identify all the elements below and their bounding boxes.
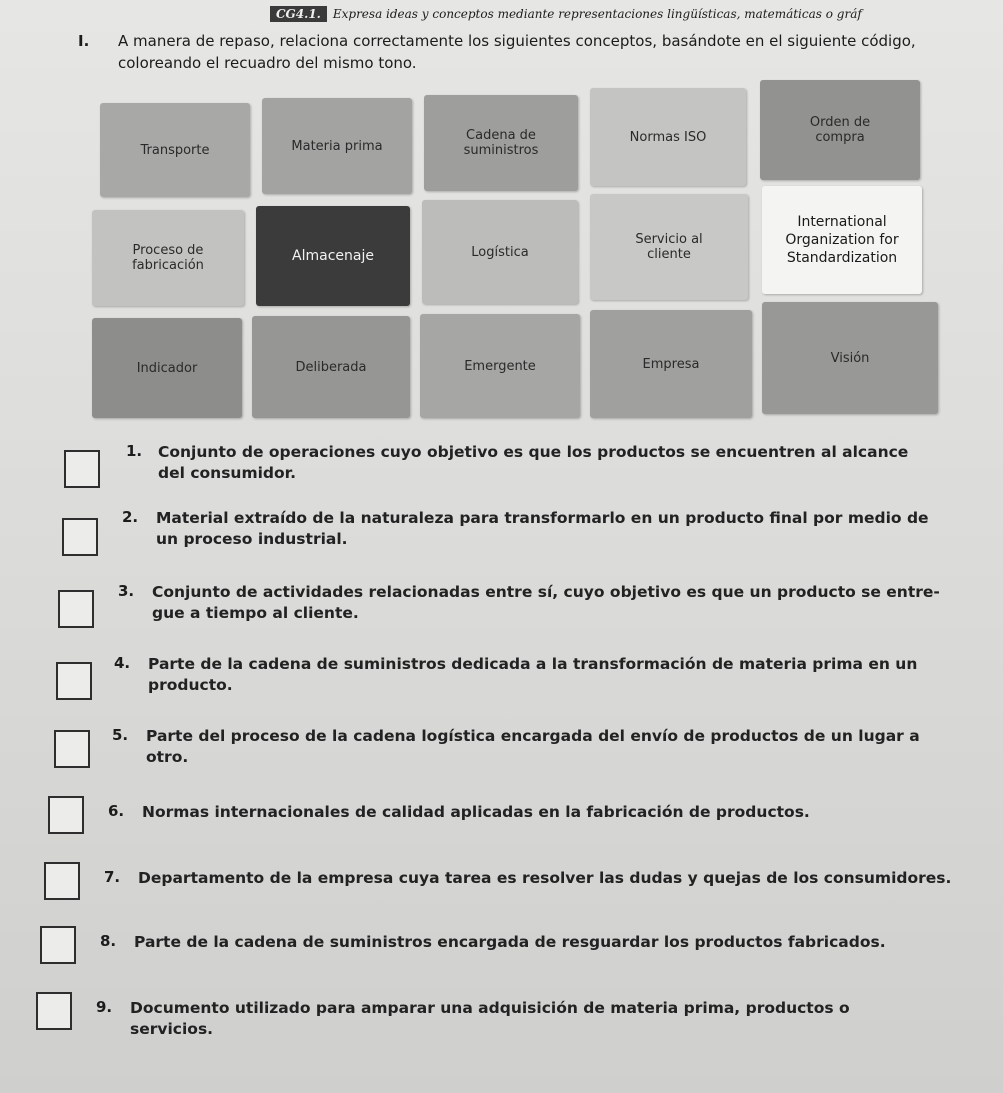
question-item: 3. Conjunto de actividades relacionadas entre sí, cuyo objetivo es que un producto se entre- gue a tiempo al cliente. [0, 582, 1003, 642]
question-item: 8. Parte de la cadena de suministros encargada de resguardar los productos fabricados. [0, 926, 1003, 986]
question-item: 1. Conjunto de operaciones cuyo objetivo es que los productos se encuentren al alcance del consumidor. [0, 440, 1003, 500]
concept-tile[interactable]: International Organization for Standardization [762, 186, 922, 294]
concept-tile[interactable]: Transporte [100, 103, 250, 197]
question-item: 9. Documento utilizado para amparar una adquisición de materia prima, productos o servicios. [0, 992, 1003, 1052]
concept-tile[interactable]: Almacenaje [256, 206, 410, 306]
concept-tile[interactable]: Proceso de fabricación [92, 210, 244, 306]
answer-checkbox[interactable] [40, 926, 76, 964]
instruction [78, 30, 978, 74]
concept-tile[interactable]: Empresa [590, 310, 752, 418]
concept-tile[interactable]: Servicio al cliente [590, 194, 748, 300]
answer-checkbox[interactable] [48, 796, 84, 834]
concept-tile[interactable]: Indicador [92, 318, 242, 418]
instruction-number: I. [78, 32, 90, 50]
concept-tile[interactable]: Materia prima [262, 98, 412, 194]
answer-checkbox[interactable] [58, 590, 94, 628]
concept-tile[interactable]: Visión [762, 302, 938, 414]
competency-code: CG4.1. [270, 6, 327, 22]
question-item: 5. Parte del proceso de la cadena logística encargada del envío de productos de un lugar a otro. [0, 726, 1003, 786]
concept-tile[interactable]: Deliberada [252, 316, 410, 418]
answer-checkbox[interactable] [44, 862, 80, 900]
answer-checkbox[interactable] [36, 992, 72, 1030]
question-item: 4. Parte de la cadena de suministros dedicada a la transformación de materia prima en un producto. [0, 654, 1003, 714]
competency-text: Expresa ideas y conceptos mediante representaciones lingüísticas, matemáticas o gráf [332, 7, 862, 21]
answer-checkbox[interactable] [56, 662, 92, 700]
concept-tile[interactable]: Emergente [420, 314, 580, 418]
concept-tile[interactable]: Orden de compra [760, 80, 920, 180]
concept-tile[interactable]: Normas ISO [590, 88, 746, 186]
concept-tile[interactable]: Cadena de suministros [424, 95, 578, 191]
answer-checkbox[interactable] [54, 730, 90, 768]
question-item: 2. Material extraído de la naturaleza para transformarlo en un producto final por medio de un proceso industrial. [0, 508, 1003, 568]
question-item: 6. Normas internacionales de calidad aplicadas en la fabricación de productos. [0, 796, 1003, 856]
question-item: 7. Departamento de la empresa cuya tarea es resolver las dudas y quejas de los consumidores. [0, 862, 1003, 922]
answer-checkbox[interactable] [62, 518, 98, 556]
answer-checkbox[interactable] [64, 450, 100, 488]
instruction-text: A manera de repaso, relaciona correctamente los siguientes conceptos, basándote en el siguiente código, coloreando el recuadro del mismo tono. [118, 32, 916, 72]
concept-tile[interactable]: Logística [422, 200, 578, 304]
